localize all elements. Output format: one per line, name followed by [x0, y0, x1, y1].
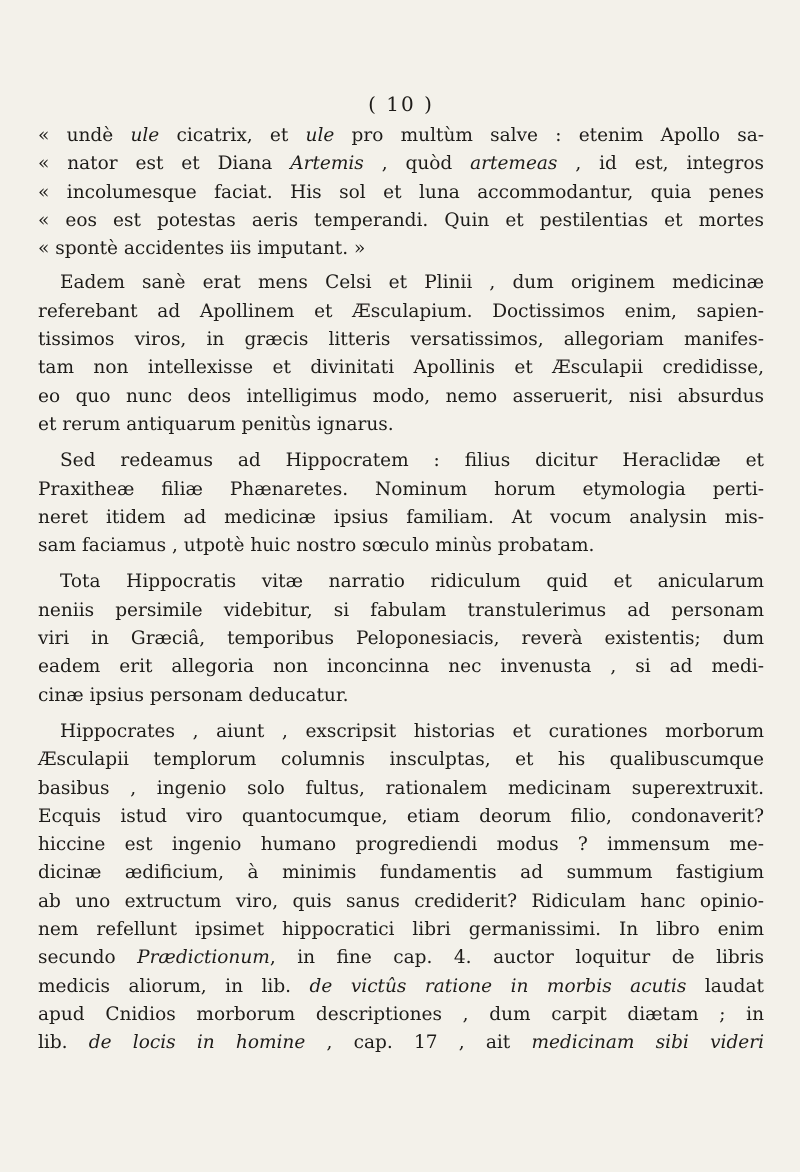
- text-line: neret itidem ad medicinæ ipsius familiam. At vocum analysin mis-: [38, 506, 764, 528]
- text-line: sam faciamus , utpotè huic nostro sœculo minùs probatam.: [38, 535, 595, 557]
- quotation-block: [38, 122, 764, 263]
- body-text: [38, 269, 764, 1057]
- text-line: Eadem sanè erat mens Celsi et Plinii , dum originem medicinæ: [60, 272, 764, 294]
- text-line: dicinæ ædificium, à minimis fundamentis ad summum fastigium: [38, 862, 764, 884]
- quote-line: « eos est potestas aeris temperandi. Quin et pestilentias et mortes: [38, 209, 764, 231]
- italic-text: Prædictionum: [137, 947, 270, 969]
- text-line: Hippocrates , aiunt , exscripsit historias et curationes morborum: [60, 720, 764, 742]
- text-line: eadem erit allegoria non inconcinna nec invenusta , si ad medi-: [38, 656, 764, 678]
- paragraph: [38, 718, 764, 1058]
- text-line: tam non intellexisse et divinitati Apollinis et Æsculapii credidisse,: [38, 357, 764, 379]
- text-line: apud Cnidios morborum descriptiones , dum carpit diætam ; in: [38, 1003, 764, 1025]
- page-number: ( 10 ): [368, 92, 434, 116]
- text-line: referebant ad Apollinem et Æsculapium. Doctissimos enim, sapien-: [38, 300, 764, 322]
- text-line: nem refellunt ipsimet hippocratici libri germanissimi. In libro enim: [38, 919, 764, 941]
- paragraph: [38, 269, 764, 439]
- text-line: lib. de locis in homine , cap. 17 , ait medicinam sibi videri: [38, 1032, 764, 1054]
- text-line: hiccine est ingenio humano progrediendi modus ? immensum me-: [38, 834, 764, 856]
- text-line: eo quo nunc deos intelligimus modo, nemo asseruerit, nisi absurdus: [38, 385, 764, 407]
- text-line: Sed redeamus ad Hippocratem : filius dicitur Heraclidæ et: [60, 450, 764, 472]
- italic-text: de locis in homine: [88, 1032, 306, 1054]
- paragraph: [38, 568, 764, 709]
- text-line: ab uno extructum viro, quis sanus crediderit? Ridiculam hanc opinio-: [38, 890, 764, 912]
- text-line: viri in Græciâ, temporibus Peloponesiacis, reverà existentis; dum: [38, 628, 764, 650]
- italic-text: Artemis: [290, 153, 364, 175]
- text-line: neniis persimile videbitur, si fabulam transtulerimus ad personam: [38, 599, 764, 621]
- text-line: medicis aliorum, in lib. de victûs ratione in morbis acutis laudat: [38, 975, 764, 997]
- italic-text: medicinam sibi videri: [531, 1032, 764, 1054]
- text-line: basibus , ingenio solo fultus, rationalem medicinam superextruxit.: [38, 777, 764, 799]
- quote-line: « incolumesque faciat. His sol et luna accommodantur, quia penes: [38, 181, 764, 203]
- italic-text: de victûs ratione in morbis acutis: [309, 975, 687, 997]
- quote-line: « spontè accidentes iis imputant. »: [38, 238, 366, 260]
- italic-text: ule: [305, 125, 335, 146]
- paragraph: [38, 447, 764, 560]
- quote-line: « undè ule cicatrix, et ule pro multùm salve : etenim Apollo sa-: [38, 125, 765, 146]
- italic-text: artemeas: [470, 153, 558, 175]
- text-line: et rerum antiquarum penitùs ignarus.: [38, 413, 394, 435]
- text-line: cinæ ipsius personam deducatur.: [38, 684, 349, 706]
- quote-line: « nator est et Diana Artemis , quòd artemeas , id est, integros: [38, 153, 764, 175]
- text-line: Tota Hippocratis vitæ narratio ridiculum quid et anicularum: [60, 571, 764, 593]
- text-line: Praxitheæ filiæ Phænaretes. Nominum horum etymologia perti-: [38, 478, 764, 500]
- italic-text: ule: [130, 125, 160, 146]
- text-line: Ecquis istud viro quantocumque, etiam deorum filio, condonaverit?: [38, 805, 764, 827]
- text-line: tissimos viros, in græcis litteris versatissimos, allegoriam manifes-: [38, 329, 764, 351]
- text-line: secundo Prædictionum, in fine cap. 4. auctor loquitur de libris: [38, 947, 764, 969]
- text-line: Æsculapii templorum columnis insculptas, et his qualibuscumque: [38, 749, 764, 771]
